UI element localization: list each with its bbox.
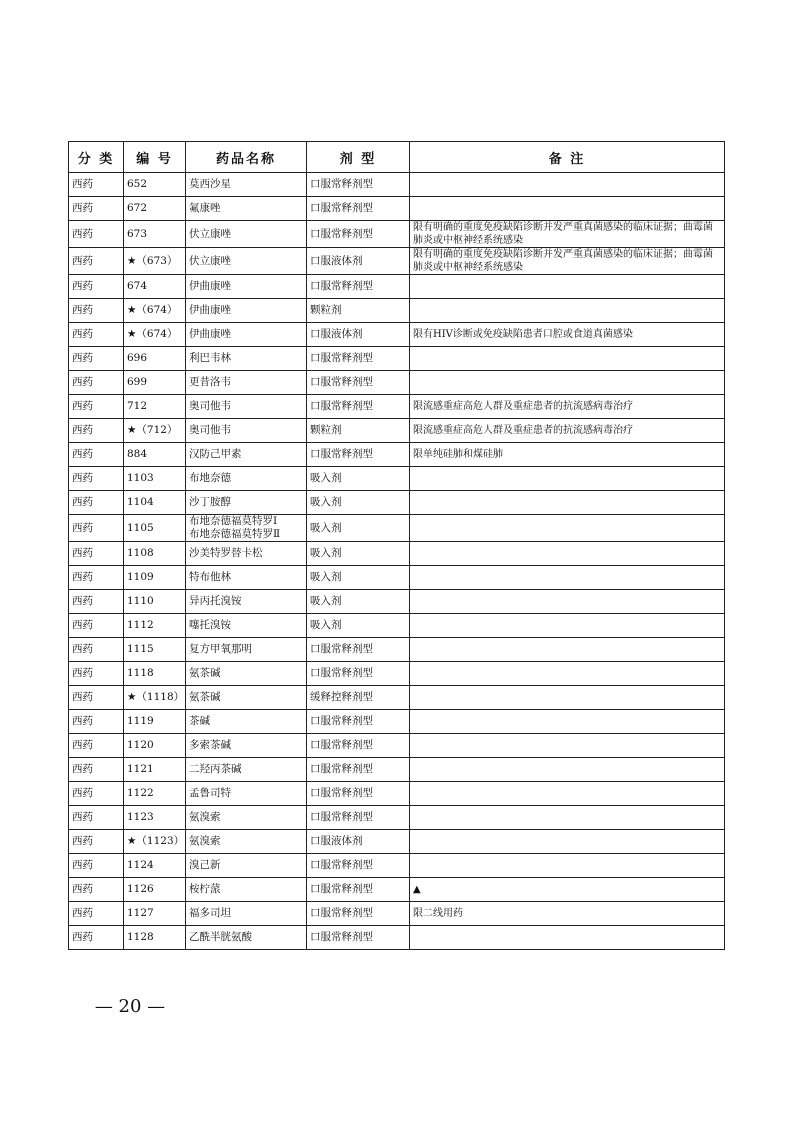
cell-category: 西药 <box>69 734 124 758</box>
table-row <box>69 590 725 614</box>
table-row <box>69 878 725 902</box>
cell-remarks: 限二线用药 <box>410 902 725 926</box>
cell-category: 西药 <box>69 710 124 734</box>
cell-category: 西药 <box>69 173 124 197</box>
cell-code: 652 <box>124 173 186 197</box>
cell-dosage-form: 口服常释剂型 <box>307 221 410 248</box>
cell-remarks <box>410 782 725 806</box>
cell-drug-name: 伏立康唑 <box>186 221 307 248</box>
cell-drug-name: 多索茶碱 <box>186 734 307 758</box>
table-header-row <box>69 142 725 173</box>
cell-remarks <box>410 347 725 371</box>
cell-drug-name: 伊曲康唑 <box>186 323 307 347</box>
cell-drug-name: 乙酰半胱氨酸 <box>186 926 307 950</box>
cell-code: 1119 <box>124 710 186 734</box>
cell-drug-name: 茶碱 <box>186 710 307 734</box>
cell-dosage-form: 颗粒剂 <box>307 419 410 443</box>
cell-dosage-form: 口服常释剂型 <box>307 638 410 662</box>
cell-category: 西药 <box>69 443 124 467</box>
cell-category: 西药 <box>69 926 124 950</box>
cell-drug-name: 复方甲氧那明 <box>186 638 307 662</box>
cell-category: 西药 <box>69 515 124 542</box>
cell-drug-name: 氨溴索 <box>186 830 307 854</box>
cell-category: 西药 <box>69 395 124 419</box>
cell-code: 1118 <box>124 662 186 686</box>
cell-category: 西药 <box>69 806 124 830</box>
cell-category: 西药 <box>69 830 124 854</box>
cell-code: ★（674） <box>124 323 186 347</box>
cell-dosage-form: 口服常释剂型 <box>307 395 410 419</box>
table-row <box>69 638 725 662</box>
cell-remarks <box>410 542 725 566</box>
cell-category: 西药 <box>69 323 124 347</box>
cell-drug-name: 莫西沙星 <box>186 173 307 197</box>
table-row <box>69 758 725 782</box>
cell-dosage-form: 口服常释剂型 <box>307 197 410 221</box>
cell-code: ★（673） <box>124 248 186 275</box>
cell-category: 西药 <box>69 662 124 686</box>
table-row <box>69 662 725 686</box>
table-row <box>69 566 725 590</box>
table-row <box>69 542 725 566</box>
cell-category: 西药 <box>69 347 124 371</box>
cell-category: 西药 <box>69 419 124 443</box>
header-remarks: 备 注 <box>410 142 725 173</box>
cell-category: 西药 <box>69 299 124 323</box>
cell-dosage-form: 吸入剂 <box>307 515 410 542</box>
table-row <box>69 782 725 806</box>
cell-remarks <box>410 614 725 638</box>
cell-dosage-form: 口服常释剂型 <box>307 443 410 467</box>
cell-category: 西药 <box>69 467 124 491</box>
table-row <box>69 515 725 542</box>
cell-remarks <box>410 173 725 197</box>
cell-dosage-form: 口服常释剂型 <box>307 371 410 395</box>
cell-drug-name: 布地奈德福莫特罗Ⅰ 布地奈德福莫特罗Ⅱ <box>186 515 307 542</box>
cell-drug-name: 氨茶碱 <box>186 662 307 686</box>
cell-code: 1120 <box>124 734 186 758</box>
cell-remarks: ▲ <box>410 878 725 902</box>
cell-code: 1124 <box>124 854 186 878</box>
cell-drug-name: 奥司他韦 <box>186 395 307 419</box>
table-row <box>69 854 725 878</box>
cell-remarks <box>410 515 725 542</box>
cell-remarks: 限有HIV诊断或免疫缺陷患者口腔或食道真菌感染 <box>410 323 725 347</box>
cell-remarks <box>410 926 725 950</box>
cell-drug-name: 异丙托溴铵 <box>186 590 307 614</box>
header-category: 分 类 <box>69 142 124 173</box>
cell-drug-name: 氟康唑 <box>186 197 307 221</box>
cell-code: 1105 <box>124 515 186 542</box>
table-row <box>69 347 725 371</box>
cell-code: ★（1118） <box>124 686 186 710</box>
table-body <box>69 173 725 950</box>
table-row <box>69 323 725 347</box>
cell-category: 西药 <box>69 197 124 221</box>
cell-dosage-form: 吸入剂 <box>307 542 410 566</box>
cell-dosage-form: 口服常释剂型 <box>307 734 410 758</box>
cell-drug-name: 更昔洛韦 <box>186 371 307 395</box>
cell-dosage-form: 口服常释剂型 <box>307 806 410 830</box>
cell-dosage-form: 口服常释剂型 <box>307 347 410 371</box>
cell-dosage-form: 口服常释剂型 <box>307 710 410 734</box>
cell-dosage-form: 口服常释剂型 <box>307 878 410 902</box>
cell-category: 西药 <box>69 221 124 248</box>
cell-drug-name: 伏立康唑 <box>186 248 307 275</box>
cell-remarks <box>410 734 725 758</box>
cell-dosage-form: 口服液体剂 <box>307 830 410 854</box>
cell-dosage-form: 口服常释剂型 <box>307 758 410 782</box>
cell-code: 884 <box>124 443 186 467</box>
cell-code: 1103 <box>124 467 186 491</box>
cell-remarks: 限流感重症高危人群及重症患者的抗流感病毒治疗 <box>410 395 725 419</box>
cell-code: 1127 <box>124 902 186 926</box>
cell-drug-name: 利巴韦林 <box>186 347 307 371</box>
cell-dosage-form: 口服常释剂型 <box>307 926 410 950</box>
cell-category: 西药 <box>69 542 124 566</box>
table-row <box>69 830 725 854</box>
cell-remarks <box>410 467 725 491</box>
cell-remarks <box>410 686 725 710</box>
cell-remarks <box>410 710 725 734</box>
cell-remarks <box>410 758 725 782</box>
cell-remarks <box>410 275 725 299</box>
cell-dosage-form: 吸入剂 <box>307 566 410 590</box>
cell-dosage-form: 口服常释剂型 <box>307 854 410 878</box>
cell-code: 712 <box>124 395 186 419</box>
cell-drug-name: 二羟丙茶碱 <box>186 758 307 782</box>
table-row <box>69 734 725 758</box>
cell-dosage-form: 吸入剂 <box>307 590 410 614</box>
cell-dosage-form: 吸入剂 <box>307 614 410 638</box>
cell-remarks <box>410 806 725 830</box>
cell-code: 673 <box>124 221 186 248</box>
cell-remarks: 限有明确的重度免疫缺陷诊断并发严重真菌感染的临床证据；曲霉菌肺炎或中枢神经系统感染 <box>410 248 725 275</box>
cell-code: 1108 <box>124 542 186 566</box>
table-row <box>69 248 725 275</box>
table-row <box>69 197 725 221</box>
cell-code: 1126 <box>124 878 186 902</box>
cell-category: 西药 <box>69 638 124 662</box>
table-row <box>69 614 725 638</box>
cell-drug-name: 奥司他韦 <box>186 419 307 443</box>
cell-code: 1128 <box>124 926 186 950</box>
cell-category: 西药 <box>69 782 124 806</box>
cell-dosage-form: 吸入剂 <box>307 467 410 491</box>
cell-remarks <box>410 491 725 515</box>
cell-code: 699 <box>124 371 186 395</box>
cell-remarks: 限单纯硅肺和煤硅肺 <box>410 443 725 467</box>
drug-list-table <box>68 141 725 950</box>
cell-category: 西药 <box>69 566 124 590</box>
cell-dosage-form: 缓释控释剂型 <box>307 686 410 710</box>
cell-code: ★（712） <box>124 419 186 443</box>
cell-code: 1104 <box>124 491 186 515</box>
cell-category: 西药 <box>69 902 124 926</box>
cell-category: 西药 <box>69 758 124 782</box>
cell-drug-name: 特布他林 <box>186 566 307 590</box>
cell-drug-name: 伊曲康唑 <box>186 275 307 299</box>
cell-remarks <box>410 371 725 395</box>
table-row <box>69 173 725 197</box>
cell-remarks <box>410 299 725 323</box>
table-row <box>69 467 725 491</box>
table-row <box>69 443 725 467</box>
cell-remarks <box>410 638 725 662</box>
cell-drug-name: 氨溴索 <box>186 806 307 830</box>
table-row <box>69 371 725 395</box>
table-row <box>69 299 725 323</box>
cell-drug-name: 福多司坦 <box>186 902 307 926</box>
cell-category: 西药 <box>69 878 124 902</box>
cell-category: 西药 <box>69 275 124 299</box>
table-row <box>69 710 725 734</box>
cell-dosage-form: 口服常释剂型 <box>307 173 410 197</box>
cell-dosage-form: 口服常释剂型 <box>307 782 410 806</box>
cell-dosage-form: 颗粒剂 <box>307 299 410 323</box>
cell-code: 1123 <box>124 806 186 830</box>
table-row <box>69 221 725 248</box>
cell-code: 696 <box>124 347 186 371</box>
cell-drug-name: 沙美特罗替卡松 <box>186 542 307 566</box>
cell-drug-name: 桉柠蒎 <box>186 878 307 902</box>
cell-code: 1122 <box>124 782 186 806</box>
cell-category: 西药 <box>69 248 124 275</box>
cell-code: 1112 <box>124 614 186 638</box>
page-number: — 20 — <box>94 996 166 1017</box>
table-row <box>69 491 725 515</box>
cell-code: 1115 <box>124 638 186 662</box>
cell-dosage-form: 口服常释剂型 <box>307 662 410 686</box>
cell-remarks <box>410 590 725 614</box>
cell-remarks <box>410 662 725 686</box>
cell-remarks <box>410 197 725 221</box>
table-row <box>69 395 725 419</box>
cell-remarks <box>410 830 725 854</box>
cell-dosage-form: 口服常释剂型 <box>307 275 410 299</box>
cell-dosage-form: 口服液体剂 <box>307 248 410 275</box>
header-drug-name: 药品名称 <box>186 142 307 173</box>
cell-dosage-form: 口服液体剂 <box>307 323 410 347</box>
cell-dosage-form: 吸入剂 <box>307 491 410 515</box>
table-row <box>69 419 725 443</box>
cell-remarks <box>410 854 725 878</box>
cell-category: 西药 <box>69 371 124 395</box>
table-row <box>69 275 725 299</box>
cell-remarks: 限流感重症高危人群及重症患者的抗流感病毒治疗 <box>410 419 725 443</box>
cell-code: ★（1123） <box>124 830 186 854</box>
cell-drug-name: 氨茶碱 <box>186 686 307 710</box>
cell-code: 672 <box>124 197 186 221</box>
header-dosage-form: 剂 型 <box>307 142 410 173</box>
cell-remarks: 限有明确的重度免疫缺陷诊断并发严重真菌感染的临床证据；曲霉菌肺炎或中枢神经系统感染 <box>410 221 725 248</box>
cell-drug-name: 伊曲康唑 <box>186 299 307 323</box>
cell-code: 1109 <box>124 566 186 590</box>
table-row <box>69 686 725 710</box>
cell-code: 1110 <box>124 590 186 614</box>
table-row <box>69 806 725 830</box>
cell-category: 西药 <box>69 590 124 614</box>
cell-drug-name: 汉防己甲素 <box>186 443 307 467</box>
cell-code: 1121 <box>124 758 186 782</box>
header-code: 编 号 <box>124 142 186 173</box>
cell-code: 674 <box>124 275 186 299</box>
cell-category: 西药 <box>69 854 124 878</box>
cell-category: 西药 <box>69 686 124 710</box>
cell-category: 西药 <box>69 614 124 638</box>
cell-drug-name: 孟鲁司特 <box>186 782 307 806</box>
cell-drug-name: 噻托溴铵 <box>186 614 307 638</box>
cell-code: ★（674） <box>124 299 186 323</box>
cell-drug-name: 溴己新 <box>186 854 307 878</box>
cell-drug-name: 布地奈德 <box>186 467 307 491</box>
cell-drug-name: 沙丁胺醇 <box>186 491 307 515</box>
cell-dosage-form: 口服常释剂型 <box>307 902 410 926</box>
table-row <box>69 902 725 926</box>
table-row <box>69 926 725 950</box>
cell-remarks <box>410 566 725 590</box>
cell-category: 西药 <box>69 491 124 515</box>
